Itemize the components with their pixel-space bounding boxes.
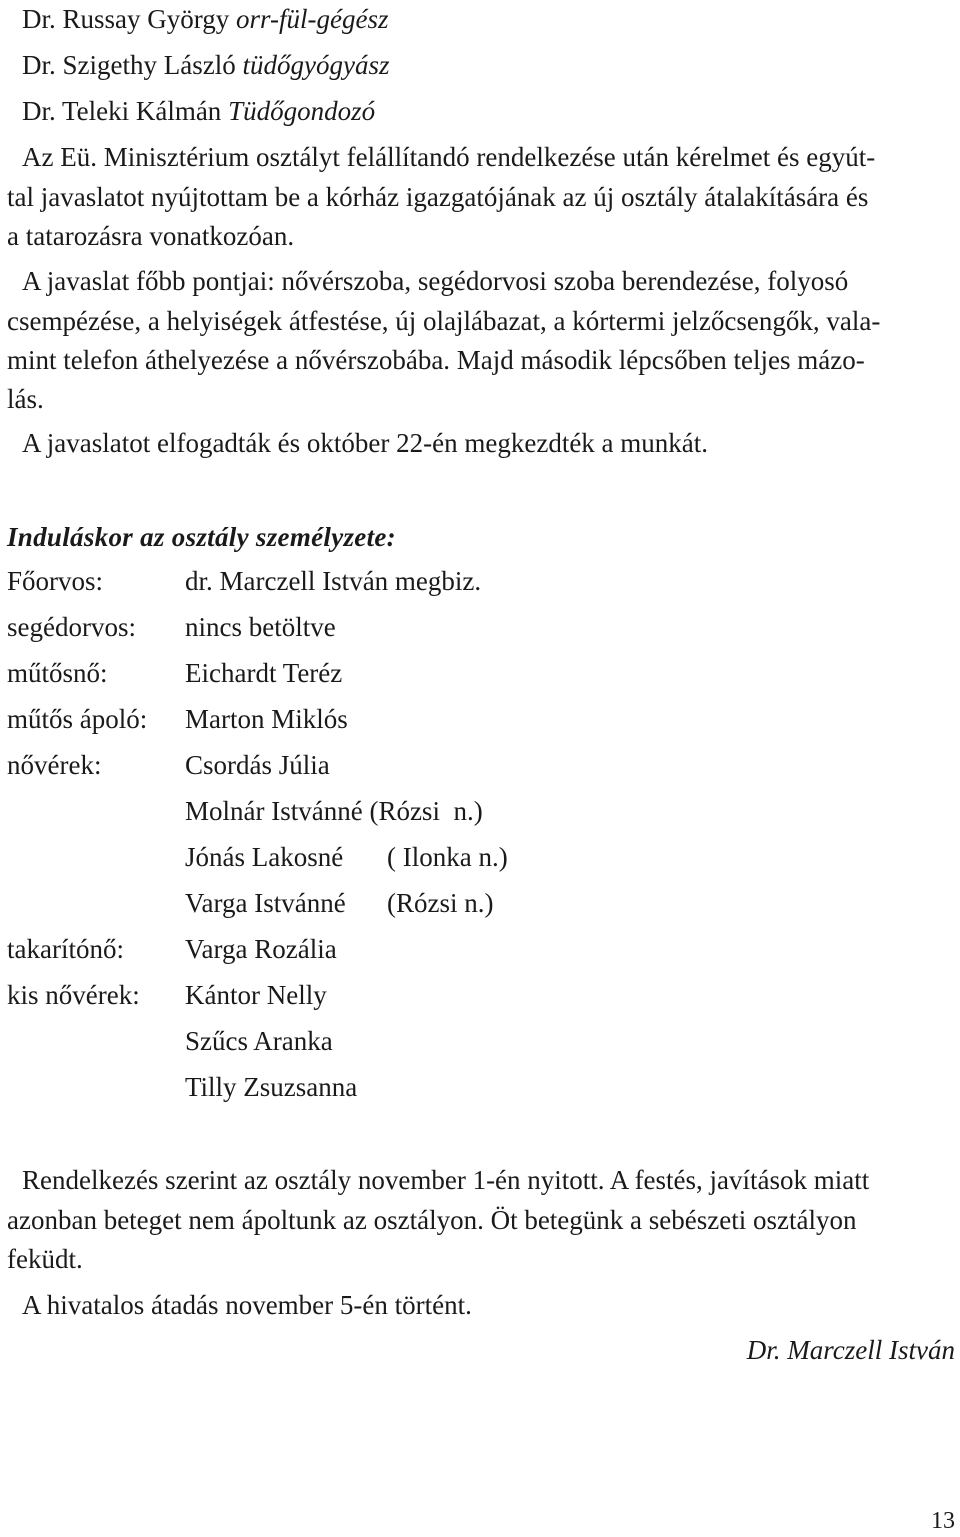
staff-role: kis nővérek:	[7, 980, 140, 1010]
staff-row	[7, 704, 348, 734]
intro-name: Dr. Szigethy László	[22, 50, 236, 80]
intro-line-1	[22, 6, 388, 33]
para4-line-1: Rendelkezés szerint az osztály november 1-én nyitott. A festés, javítások miatt	[22, 1165, 870, 1195]
staff-row	[7, 934, 337, 964]
para2-line-1: A javaslat főbb pontjai: nővérszoba, segédorvosi szoba berendezése, folyosó	[22, 266, 849, 296]
staff-name: Csordás Júlia	[185, 750, 330, 780]
staff-name: Kántor Nelly	[185, 980, 327, 1010]
staff-name: Szűcs Aranka	[185, 1026, 333, 1056]
intro-name: Dr. Teleki Kálmán	[22, 96, 222, 126]
intro-line-2	[22, 52, 389, 79]
staff-name: nincs betöltve	[185, 612, 336, 642]
staff-role: Főorvos:	[7, 566, 104, 596]
staff-role: takarítónő:	[7, 934, 124, 964]
staff-name: Varga Istvánné	[185, 888, 346, 918]
para2-line-4: lás.	[7, 384, 44, 414]
staff-row	[7, 566, 482, 596]
staff-name: Jónás Lakosné	[185, 842, 344, 872]
intro-name: Dr. Russay György	[22, 4, 230, 34]
para5: A hivatalos átadás november 5-én történt.	[22, 1290, 472, 1320]
staff-row	[7, 658, 343, 688]
staff-name: Eichardt Teréz	[185, 658, 343, 688]
para1-line-3: a tatarozásra vonatkozóan.	[7, 221, 295, 251]
staff-name: Varga Rozália	[185, 934, 337, 964]
staff-name: Molnár Istvánné (Rózsi n.)	[185, 796, 483, 826]
para2-line-2: csempézése, a helyiségek átfestése, új olajlábazat, a kórtermi jelzőcsengők, vala-	[7, 306, 881, 336]
intro-role: tüdőgyógyász	[242, 50, 390, 80]
para1-line-1: Az Eü. Minisztérium osztályt felállítandó rendelkezése után kérelmet és egyút-	[22, 142, 876, 172]
para4-line-2: azonban beteget nem ápoltunk az osztályon. Öt betegünk a sebészeti osztályon	[7, 1205, 857, 1235]
staff-row	[7, 750, 330, 780]
para1-line-2: tal javaslatot nyújtottam be a kórház igazgatójának az új osztály átalakítására és	[7, 182, 869, 212]
staff-row	[7, 612, 336, 642]
staff-role: segédorvos:	[7, 612, 136, 642]
staff-role: műtősnő:	[7, 658, 108, 688]
staff-role: nővérek:	[7, 750, 102, 780]
staff-role: műtős ápoló:	[7, 704, 148, 734]
intro-role: Tüdőgondozó	[228, 96, 376, 126]
signature: Dr. Marczell István	[746, 1335, 955, 1365]
para4-line-3: feküdt.	[7, 1244, 83, 1274]
intro-line-3	[22, 98, 375, 125]
staff-note: (Rózsi n.)	[387, 888, 494, 918]
staff-name: Tilly Zsuzsanna	[185, 1072, 358, 1102]
staff-name: Marton Miklós	[185, 704, 348, 734]
page-number: 13	[931, 1508, 955, 1534]
para2-line-3: mint telefon áthelyezése a nővérszobába. Majd második lépcsőben teljes mázo-	[7, 345, 865, 375]
staff-heading: Induláskor az osztály személyzete:	[7, 522, 396, 552]
para3: A javaslatot elfogadták és október 22-én megkezdték a munkát.	[22, 428, 709, 458]
intro-role: orr-fül-gégész	[236, 4, 389, 34]
staff-name: dr. Marczell István megbiz.	[185, 566, 482, 596]
staff-row	[7, 980, 327, 1010]
staff-note: ( Ilonka n.)	[387, 842, 508, 872]
